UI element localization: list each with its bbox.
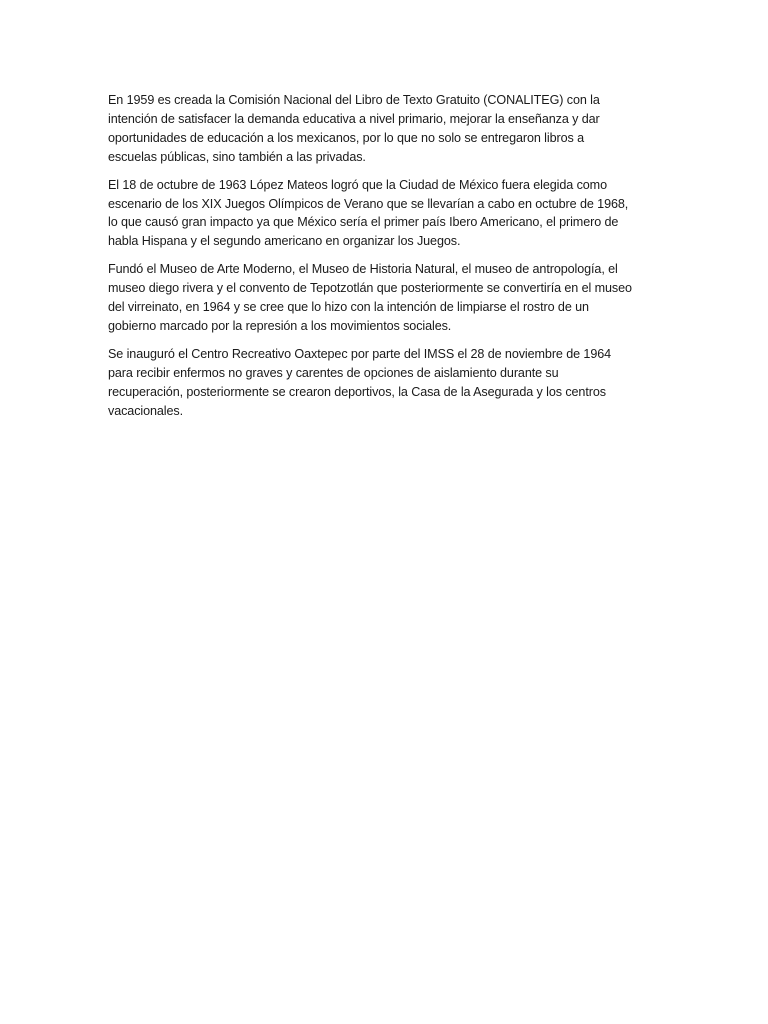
paragraph-conaliteg: En 1959 es creada la Comisión Nacional del Libro de Texto Gratuito (CONALITEG) con la intención de satisfacer la demanda educativa a nivel primario, mejorar la enseñanza y dar oportunidades de educación a los mexicanos, por lo que no solo se entregaron libros a escuelas públicas, sino también a las privadas. bbox=[108, 93, 600, 164]
paragraph-olympics: El 18 de octubre de 1963 López Mateos logró que la Ciudad de México fuera elegida como escenario de los XIX Juegos Olímpicos de Verano que se llevarían a cabo en octubre de 1968, lo que causó gran impacto ya que México sería el primer país Ibero Americano, el primero de habla Hispana y el segundo americano en organizar los Juegos. bbox=[108, 177, 629, 249]
document-body bbox=[108, 91, 632, 430]
paragraph-museums: Fundó el Museo de Arte Moderno, el Museo de Historia Natural, el museo de antropología, el museo diego rivera y el convento de Tepotzotlán que posteriormente se convertiría en el museo del virreinato, en 1964 y se cree que lo hizo con la intención de limpiarse el rostro de un gobierno marcado por la represión a los movimientos sociales. bbox=[108, 262, 632, 333]
paragraph-oaxtepec: Se inauguró el Centro Recreativo Oaxtepec por parte del IMSS el 28 de noviembre de 1964 para recibir enfermos no graves y carentes de opciones de aislamiento durante su recuperación, posteriormente se crearon deportivos, la Casa de la Asegurada y los centros vacacionales. bbox=[108, 346, 612, 418]
